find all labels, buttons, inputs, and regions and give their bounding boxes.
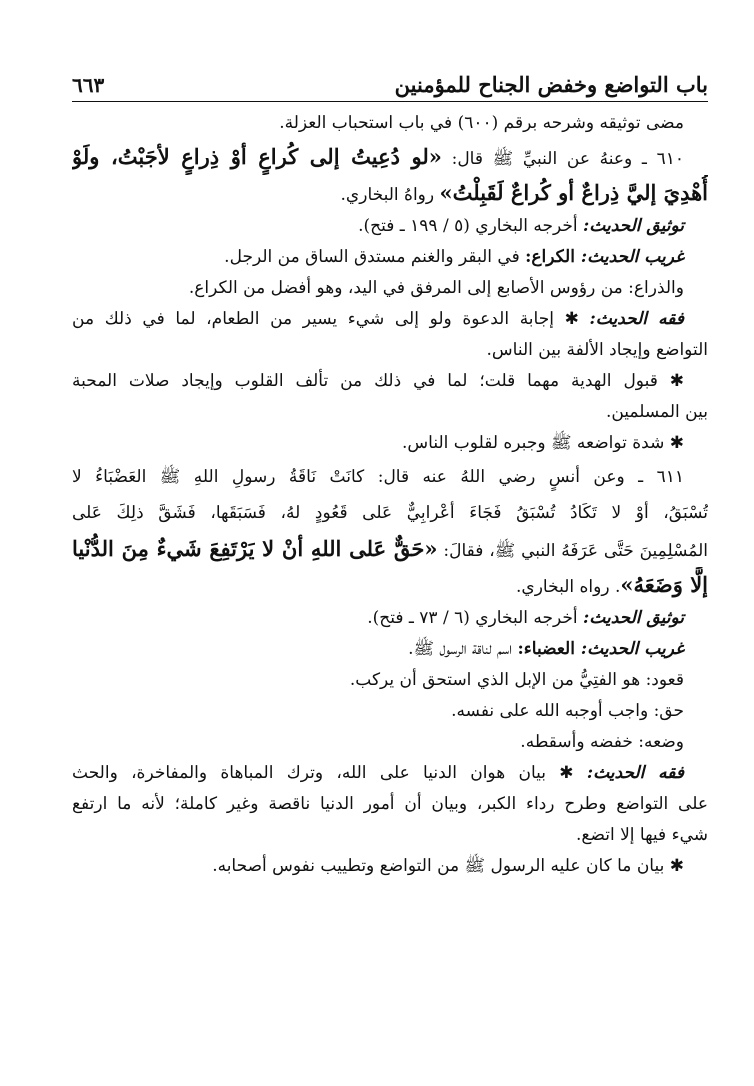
- hadith-611-line: [72, 531, 708, 567]
- line-text: في البقر والغنم مستدق الساق من الرجل.: [224, 247, 526, 267]
- page-body: [72, 108, 708, 882]
- line-text: ✱ بيان هوان الدنيا على الله، وترك المباهاة والمفاخرة، والحث: [72, 763, 587, 783]
- line-text: وضعه: خفضه وأسقطه.: [520, 732, 684, 752]
- line-text: تُسْبَقُ، أوْ لا تَكَادُ تُسْبَقُ فَجَاءَ أعْرابِيٌّ عَلى قَعُودٍ لهُ، فَسَبَقَها، فَشَقَّ ذلِكَ عَلى: [72, 503, 708, 523]
- hadith-quote: «لو دُعِيتُ إلى كُراعٍ أوْ ذِراعٍ لأجَبْتُ، ولَوْ: [72, 144, 442, 169]
- gharib-line: [72, 242, 708, 273]
- section-label: فقه الحديث:: [586, 763, 684, 783]
- line-text: والذراع: من رؤوس الأصابع إلى المرفق في اليد، وهو أفضل من الكراع.: [188, 278, 684, 298]
- hadith-quote: أُهْدِيَ إليَّ ذِراعٌ أو كُراعٌ لَقَبِلْتُ»: [439, 180, 708, 205]
- line-text: ✱ شدة تواضعه ﷺ وجبره لقلوب الناس.: [402, 433, 684, 453]
- hadith-611-line: [72, 495, 708, 531]
- tawthiq-line: [72, 603, 708, 634]
- line-text: حق: واجب أوجبه الله على نفسه.: [451, 701, 684, 721]
- section-label: فقه الحديث:: [589, 309, 684, 329]
- fiqh-line: [72, 304, 708, 335]
- line-text: قعود: هو الفتِيُّ من الإبل الذي استحق أن يركب.: [349, 670, 684, 690]
- section-label: توثيق الحديث:: [583, 608, 684, 628]
- page-number: ٦٦٣: [72, 73, 105, 97]
- line-text: مضى توثيقه وشرحه برقم (٦٠٠) في باب استحباب العزلة.: [279, 113, 684, 133]
- hadith-source: رواهُ البخاري.: [340, 185, 440, 205]
- hadith-source: . رواه البخاري.: [516, 577, 621, 597]
- text-line: [72, 108, 708, 139]
- hadith-quote: «حَقٌّ عَلى اللهِ أنْ لا يَرْتَفِعَ شَيءٌ مِنَ الدُّنْيا: [72, 536, 438, 561]
- section-label: توثيق الحديث:: [583, 216, 684, 236]
- hadith-611-line: [72, 459, 708, 495]
- fiqh-line: [72, 758, 708, 789]
- line-text: اسم لناقة الرسول ﷺ.: [408, 639, 518, 659]
- term: الكراع:: [525, 247, 581, 267]
- text-line: [72, 665, 708, 696]
- gharib-line: [72, 634, 708, 665]
- text-line: [72, 851, 708, 882]
- text-line: [72, 727, 708, 758]
- hadith-quote: إلَّا وَضَعَهُ»: [620, 572, 708, 597]
- line-text: على التواضع وطرح رداء الكبر، وبيان أن أمور الدنيا ناقصة وغير كاملة؛ لأنه ما ارتفع: [72, 794, 708, 814]
- text-line: [72, 273, 708, 304]
- hadith-intro: ٦١٠ ـ وعنهُ عن النبيِّ ﷺ قال:: [441, 149, 684, 169]
- text-line: [72, 428, 708, 459]
- text-line: [72, 789, 708, 820]
- line-text: التواضع وإيجاد الألفة بين الناس.: [486, 340, 708, 360]
- line-text: أخرجه البخاري (٥ / ١٩٩ ـ فتح).: [358, 216, 584, 236]
- page-header: [72, 62, 708, 102]
- line-text: ✱ بيان ما كان عليه الرسول ﷺ من التواضع وتطييب نفوس أصحابه.: [212, 856, 684, 876]
- term: العضباء:: [517, 639, 581, 659]
- tawthiq-line: [72, 211, 708, 242]
- hadith-610-line: [72, 175, 708, 211]
- line-text: ✱ إجابة الدعوة ولو إلى شيء يسير من الطعام، لما في ذلك من: [72, 309, 590, 329]
- section-label: غريب الحديث:: [580, 639, 684, 659]
- section-label: غريب الحديث:: [580, 247, 684, 267]
- book-page: [72, 62, 708, 1022]
- text-line: [72, 366, 708, 397]
- line-text: بين المسلمين.: [605, 402, 708, 422]
- line-text: شيء فيها إلا اتضع.: [576, 825, 708, 845]
- text-line: [72, 820, 708, 851]
- line-text: ✱ قبول الهدية مهما قلت؛ لما في ذلك من تألف القلوب وإيجاد صلات المحبة: [72, 371, 684, 391]
- line-text: أخرجه البخاري (٦ / ٧٣ ـ فتح).: [367, 608, 584, 628]
- text-line: [72, 397, 708, 428]
- text-line: [72, 335, 708, 366]
- hadith-610-line: [72, 139, 708, 175]
- hadith-611-line: [72, 567, 708, 603]
- text-line: [72, 696, 708, 727]
- hadith-intro: المُسْلِمِينَ حَتَّى عَرَفَهُ النبي ﷺ، فقالَ:: [437, 541, 708, 561]
- line-text: ٦١١ ـ وعن أنسٍ رضي اللهُ عنه قال: كانَتْ نَاقَةُ رسولِ اللهِ ﷺ العَضْبَاءُ لا: [72, 467, 684, 487]
- chapter-title: باب التواضع وخفض الجناح للمؤمنين: [394, 72, 708, 97]
